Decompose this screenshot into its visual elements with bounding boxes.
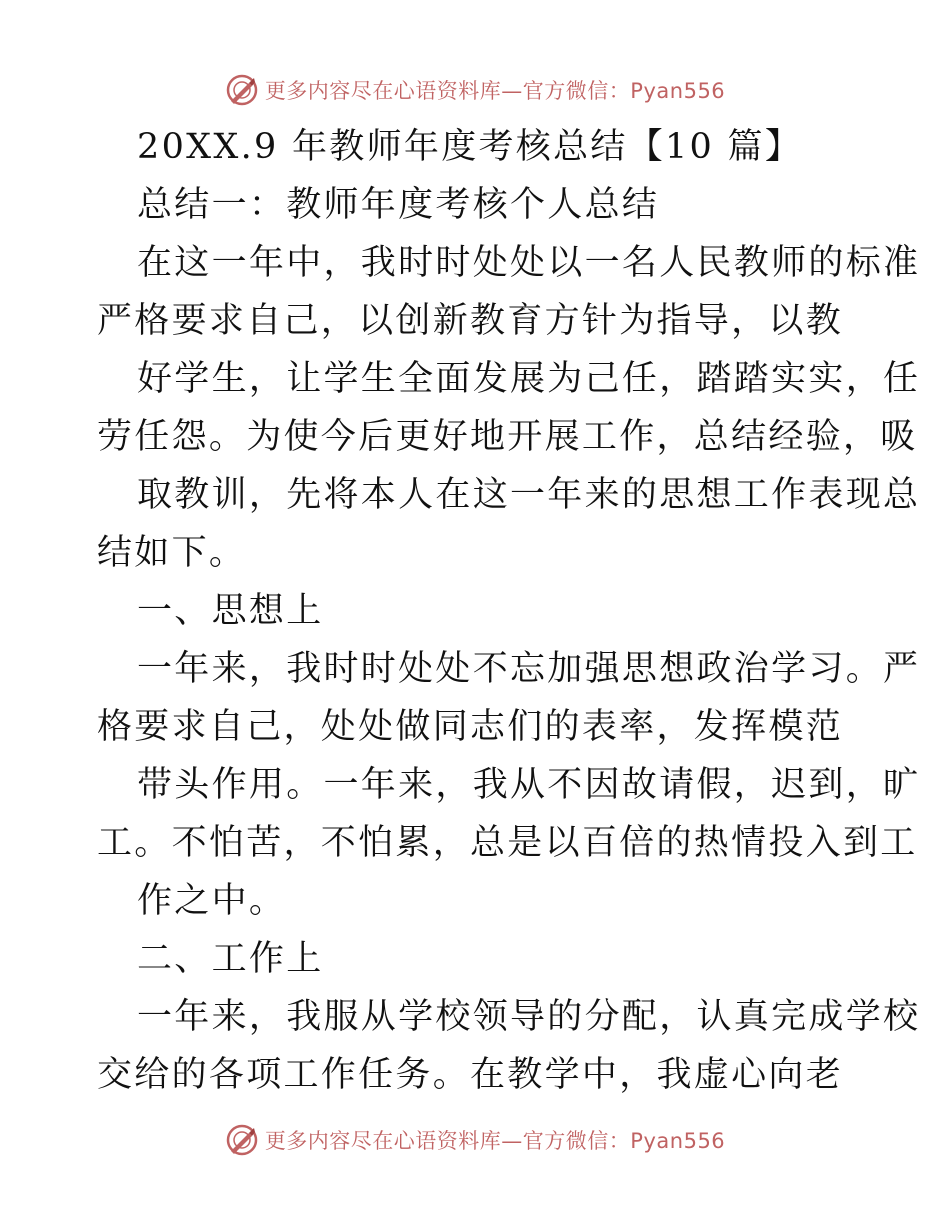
paragraph-line: 工。不怕苦，不怕累，总是以百倍的热情投入到工 — [97, 823, 918, 863]
paragraph-line: 结如下。 — [97, 533, 247, 573]
header-watermark-banner — [0, 70, 950, 110]
section-heading: 二、工作上 — [137, 939, 324, 979]
section-heading: 一、思想上 — [137, 591, 324, 631]
paragraph-line: 好学生，让学生全面发展为己任，踏踏实实，任 — [137, 359, 921, 399]
header-banner-text: 更多内容尽在心语资料库—官方微信：Pyan556 — [264, 79, 726, 103]
paragraph-line: 取教训，先将本人在这一年来的思想工作表现总 — [137, 475, 921, 515]
paragraph-line: 一年来，我时时处处不忘加强思想政治学习。严 — [137, 649, 921, 689]
paragraph-line: 作之中。 — [137, 881, 287, 921]
paragraph-line: 一年来，我服从学校领导的分配，认真完成学校 — [137, 997, 921, 1037]
paragraph-line: 格要求自己，处处做同志们的表率，发挥模范 — [97, 707, 844, 747]
document-title: 20XX.9 年教师年度考核总结【10 篇】 — [137, 127, 803, 167]
document-subtitle: 总结一：教师年度考核个人总结 — [137, 185, 660, 225]
footer-banner-text: 更多内容尽在心语资料库—官方微信：Pyan556 — [264, 1129, 726, 1153]
paragraph-line: 交给的各项工作任务。在教学中，我虚心向老 — [97, 1055, 844, 1095]
paragraph-line: 劳任怨。为使今后更好地开展工作，总结经验，吸 — [97, 417, 918, 457]
paragraph-line: 在这一年中，我时时处处以一名人民教师的标准 — [137, 243, 921, 283]
paragraph-line: 严格要求自己，以创新教育方针为指导，以教 — [97, 301, 844, 341]
seal-logo-icon — [225, 73, 259, 107]
seal-logo-icon — [225, 1123, 259, 1157]
paragraph-line: 带头作用。一年来，我从不因故请假，迟到，旷 — [137, 765, 921, 805]
footer-watermark-banner — [0, 1120, 950, 1160]
